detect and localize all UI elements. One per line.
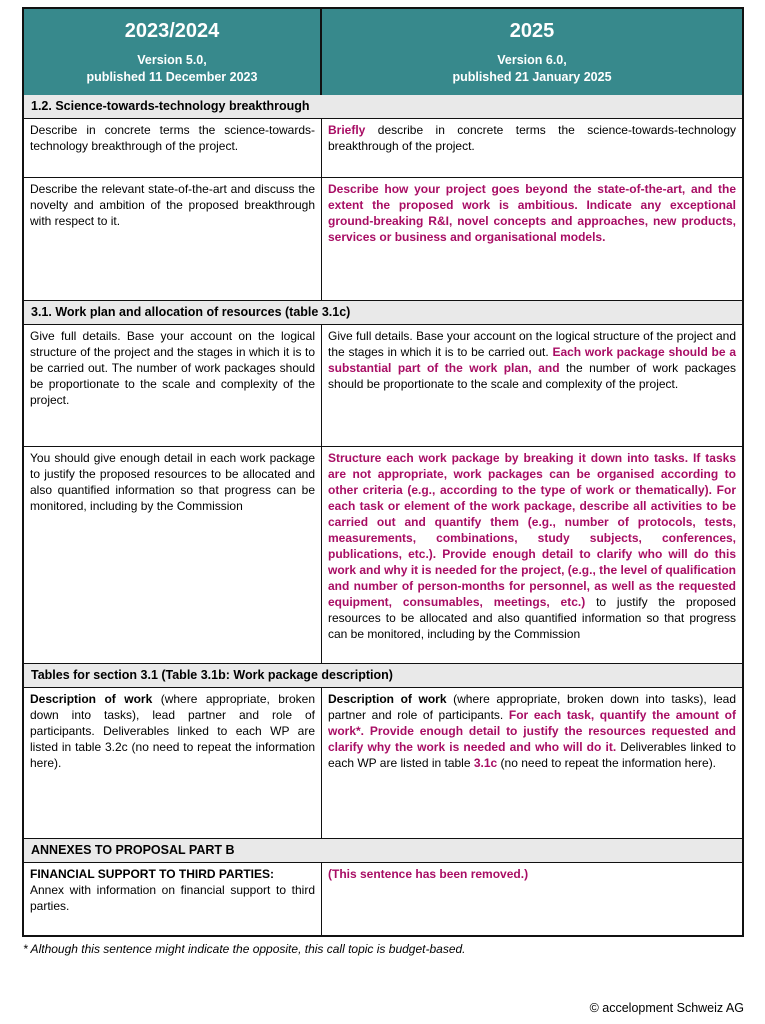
changed-text: Each work package should be a substantial part of the work plan, and bbox=[328, 345, 736, 375]
section-header-row bbox=[24, 838, 742, 863]
changed-text: For each task, quantify the amount of work*. Provide enough detail to justify the resources requested and clarify why the work is needed and who will do it. bbox=[328, 708, 736, 754]
changed-text: Structure each work package by breaking it down into tasks. If tasks are not appropriate, work packages can be organised according to other criteria (e.g., according to the type of work or thematically). For each task or element of the work package, describe all activities to be carried out and quantify them (e.g., number of protocols, tests, measurements, combinations, study subjects, conferences, publications, etc.). Provide enough detail to clarify who will do this work and why it is needed for the project, (e.g., the level of qualification and number of person-months for personnel, as well as the requested equipment, consumables, meetings, etc.) bbox=[328, 451, 736, 609]
new-version-number: Version 6.0, bbox=[497, 53, 567, 67]
bold-text: Description of work bbox=[328, 692, 447, 706]
section-title: 1.2. Science-towards-technology breakthrough bbox=[31, 99, 310, 113]
old-version-publish-date: published 11 December 2023 bbox=[86, 70, 258, 84]
text: Deliverables linked to each WP are listed in table bbox=[328, 740, 736, 770]
new-version-cell bbox=[322, 863, 742, 935]
comparison-table-body bbox=[24, 95, 742, 935]
comparison-row bbox=[24, 119, 742, 177]
text: Give full details. Base your account on the logical structure of the project and the stages in which it is to be carried out. bbox=[328, 329, 736, 359]
text: You should give enough detail in each work package to justify the proposed resources to be allocated and also quantified information so that progress can be monitored, including by the Commission bbox=[30, 451, 315, 513]
new-version-cell bbox=[322, 688, 742, 838]
section-title: 3.1. Work plan and allocation of resources (table 3.1c) bbox=[31, 305, 351, 319]
text: (no need to repeat the information here). bbox=[497, 756, 717, 770]
changed-text: (This sentence has been removed.) bbox=[328, 867, 529, 881]
old-version-cell bbox=[24, 178, 322, 300]
new-version-subtitle bbox=[322, 52, 742, 86]
section-header-row bbox=[24, 663, 742, 688]
changed-text: 3.1c bbox=[473, 756, 498, 770]
section-title: Tables for section 3.1 (Table 3.1b: Work package description) bbox=[31, 668, 393, 682]
comparison-row bbox=[24, 446, 742, 663]
comparison-row bbox=[24, 863, 742, 935]
comparison-row bbox=[24, 177, 742, 300]
old-version-cell bbox=[24, 447, 322, 663]
old-version-cell bbox=[24, 688, 322, 838]
new-version-cell bbox=[322, 119, 742, 177]
old-version-title: 2023/2024 bbox=[124, 20, 220, 42]
text: (where appropriate, broken down into tasks), lead partner and role of participants. bbox=[328, 692, 737, 722]
old-version-cell bbox=[24, 119, 322, 177]
copyright: © accelopment Schweiz AG bbox=[589, 1001, 744, 1015]
new-version-publish-date: published 21 January 2025 bbox=[452, 70, 612, 84]
section-header-row bbox=[24, 300, 742, 325]
old-version-subtitle bbox=[24, 52, 320, 86]
text: Describe in concrete terms the science-towards-technology breakthrough of the project. bbox=[30, 123, 315, 153]
old-version-cell bbox=[24, 325, 322, 446]
text: Annex with information on financial support to third parties. bbox=[30, 883, 315, 913]
bold-text: FINANCIAL SUPPORT TO THIRD PARTIES: bbox=[30, 867, 275, 881]
new-version-title: 2025 bbox=[509, 20, 555, 42]
old-version-number: Version 5.0, bbox=[137, 53, 207, 67]
text: Describe the relevant state-of-the-art and discuss the novelty and ambition of the proposed breakthrough with respect to it. bbox=[30, 182, 315, 228]
changed-text: Describe how your project goes beyond the state-of-the-art, and the extent the proposed work is ambitious. Indicate any exceptional ground-breaking R&I, novel concepts and approaches, new products, services or business and organisational models. bbox=[328, 182, 736, 244]
text: describe in concrete terms the science-towards-technology breakthrough of the project. bbox=[328, 123, 736, 153]
new-version-header-cell bbox=[322, 9, 742, 95]
comparison-table bbox=[22, 7, 744, 937]
section-header-row bbox=[24, 95, 742, 119]
comparison-row bbox=[24, 325, 742, 446]
section-title: ANNEXES TO PROPOSAL PART B bbox=[31, 843, 235, 857]
version-header-row bbox=[24, 9, 742, 95]
text: to justify the proposed resources to be allocated and also quantified information so that progress can be monitored, including by the Commission bbox=[328, 595, 736, 641]
new-version-cell bbox=[322, 325, 742, 446]
changed-text: Briefly bbox=[328, 123, 366, 137]
new-version-cell bbox=[322, 178, 742, 300]
text: the number of work packages should be proportionate to the scale and complexity of the project. bbox=[328, 361, 736, 391]
bold-text: Description of work bbox=[30, 692, 153, 706]
old-version-cell bbox=[24, 863, 322, 935]
text: (where appropriate, broken down into tasks), lead partner and role of participants. Deliverables linked to each WP are listed in table 3.2c (no need to repeat the information here). bbox=[30, 692, 316, 770]
text: Give full details. Base your account on the logical structure of the project and the stages in which it is to be carried out. The number of work packages should be proportionate to the scale and complexity of the project. bbox=[30, 329, 315, 407]
old-version-header-cell bbox=[24, 9, 322, 95]
comparison-row bbox=[24, 688, 742, 838]
footnote: * Although this sentence might indicate the opposite, this call topic is budget-based. bbox=[23, 942, 466, 956]
new-version-cell bbox=[322, 447, 742, 663]
